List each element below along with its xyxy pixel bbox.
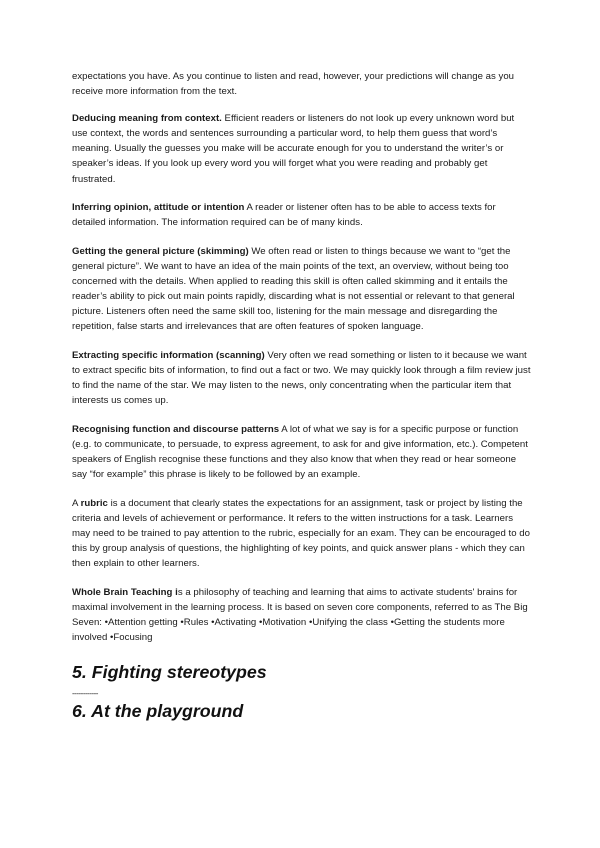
intro-paragraph: expectations you have. As you continue to listen and read, however, your predictions will change as you receive more information from the text. [72, 71, 515, 98]
heading-fighting-stereotypes: 5. Fighting stereotypes [72, 662, 267, 682]
paragraph-text: A lot of what we say is for a specific purpose or function (e.g. to communicate, to persuade, to express agreement, to ask for and give information, etc.). Competent speakers of English recognise these functions and they also know that when they read or hear someone say “for example” this phrase is likely to be followed by an example. [72, 423, 528, 481]
paragraph-text: is a document that clearly states the expectations for an assignment, task or project by listing the criteria and levels of achievement or performance. It refers to the witten instructions for a task. Learners may need to be trained to pay attention to the rubric, especially for an exam. They can be encouraged to do this by group analysis of questions, the highlighting of key points, and quick answer plans - which they can then explain to other learners. [72, 497, 530, 570]
paragraph-text: s a philosophy of teaching and learning that aims to activate students' brains for maximal involvement in the learning process. It is based on seven core components, referred to as The Big Seven: •Attention getting •Rules •Activating •Motivation •Unifying the class •Getting the students more involved •Focusing [72, 586, 528, 643]
paragraph-lead: rubric [80, 497, 108, 509]
paragraph-lead: Extracting specific information (scanning) [72, 349, 265, 361]
paragraph-scanning [72, 348, 532, 408]
paragraph-lead: Inferring opinion, attitude or intention [72, 202, 245, 214]
heading-at-the-playground: 6. At the playground [72, 701, 244, 721]
paragraph-whole-brain-teaching [72, 585, 532, 645]
paragraph-text: We often read or listen to things because we want to “get the general picture”. We want to have an idea of the main points of the text, an overview, without being too concerned with the details. When applied to reading this skill is often called skimming and it entails the reader’s ability to pick out main points rapidly, discarding what is not essential or relevant to that general picture. Listeners often need the same skill too, listening for the main message and disregarding the repetition, false starts and irrelevances that are often features of spoken language. [72, 245, 515, 333]
paragraph-inferring-opinion [72, 200, 532, 230]
paragraph-rubric [72, 496, 532, 571]
separator-dashes: ------------ [72, 689, 98, 698]
paragraph-text: Very often we read something or listen to it because we want to extract specific bits of information, to find out a fact or two. We may quickly look through a film review just to find the name of the star. We may listen to the news, only concentrating when the particular item that interests us comes up. [72, 349, 531, 407]
paragraph-skimming [72, 244, 532, 335]
paragraph-deducing-meaning [72, 111, 532, 186]
paragraph-function-discourse [72, 422, 532, 482]
paragraph-pre: A [72, 497, 81, 509]
paragraph-text: Efficient readers or listeners do not look up every unknown word but use context, the words and sentences surrounding a particular word, to help them guess that word’s meaning. Usually the guesses you make will be accurate enough for you to understand the writer’s or speaker’s ideas. If you look up every word you will forget what you were reading and probably get frustrated. [72, 113, 515, 185]
paragraph-text: A reader or listener often has to be able to access texts for detailed information. The information required can be of many kinds. [72, 202, 496, 229]
paragraph-lead: Recognising function and discourse patterns [72, 423, 280, 435]
document-page [72, 69, 532, 722]
paragraph-lead: Deducing meaning from context. [72, 113, 222, 125]
paragraph-lead: Getting the general picture (skimming) [72, 245, 249, 257]
paragraph-lead: Whole Brain Teaching i [72, 586, 178, 598]
